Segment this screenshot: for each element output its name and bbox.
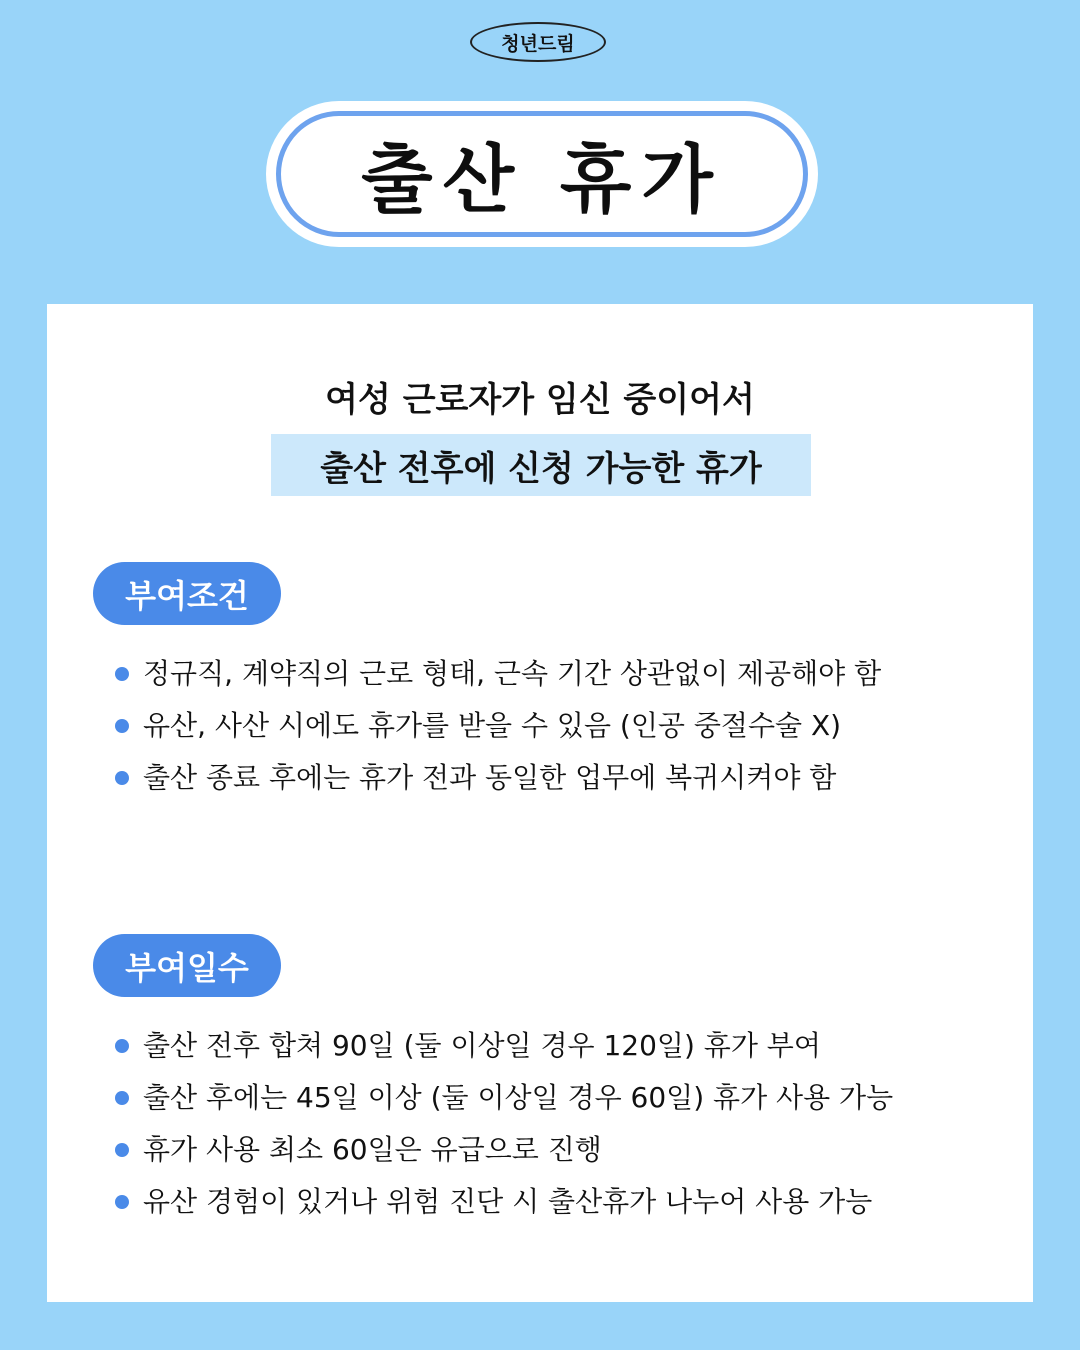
content-card <box>47 304 1033 1302</box>
list-item <box>115 752 881 804</box>
page-title: 출산 휴가 <box>276 111 808 237</box>
bullet-dot-icon <box>115 771 129 785</box>
list-item <box>115 700 881 752</box>
bullet-dot-icon <box>115 667 129 681</box>
list-item-text: 휴가 사용 최소 60일은 유급으로 진행 <box>143 1133 602 1166</box>
section-label-days: 부여일수 <box>93 934 281 997</box>
list-item <box>115 648 881 700</box>
list-item <box>115 1124 893 1176</box>
section-label-conditions: 부여조건 <box>93 562 281 625</box>
list-item-text: 출산 후에는 45일 이상 (둘 이상일 경우 60일) 휴가 사용 가능 <box>143 1081 894 1114</box>
intro-line-1: 여성 근로자가 임신 중이어서 <box>325 380 755 420</box>
bullet-dot-icon <box>115 1039 129 1053</box>
bullet-dot-icon <box>115 1091 129 1105</box>
list-item-text: 정규직, 계약직의 근로 형태, 근속 기간 상관없이 제공해야 함 <box>143 657 882 690</box>
list-item-text: 유산, 사산 시에도 휴가를 받을 수 있음 (인공 중절수술 X) <box>143 709 842 742</box>
list-item <box>115 1072 893 1124</box>
bullet-dot-icon <box>115 1143 129 1157</box>
conditions-list <box>115 648 881 804</box>
list-item-text: 출산 전후 합쳐 90일 (둘 이상일 경우 120일) 휴가 부여 <box>143 1029 821 1062</box>
title-pill <box>266 101 818 247</box>
list-item-text: 출산 종료 후에는 휴가 전과 동일한 업무에 복귀시켜야 함 <box>143 761 837 794</box>
bullet-dot-icon <box>115 1195 129 1209</box>
brand-badge: 청년드림 <box>470 22 606 62</box>
bullet-dot-icon <box>115 719 129 733</box>
list-item <box>115 1020 893 1072</box>
days-list <box>115 1020 893 1228</box>
list-item <box>115 1176 893 1228</box>
intro-line-2-highlight: 출산 전후에 신청 가능한 휴가 <box>271 434 811 496</box>
list-item-text: 유산 경험이 있거나 위험 진단 시 출산휴가 나누어 사용 가능 <box>143 1185 873 1218</box>
